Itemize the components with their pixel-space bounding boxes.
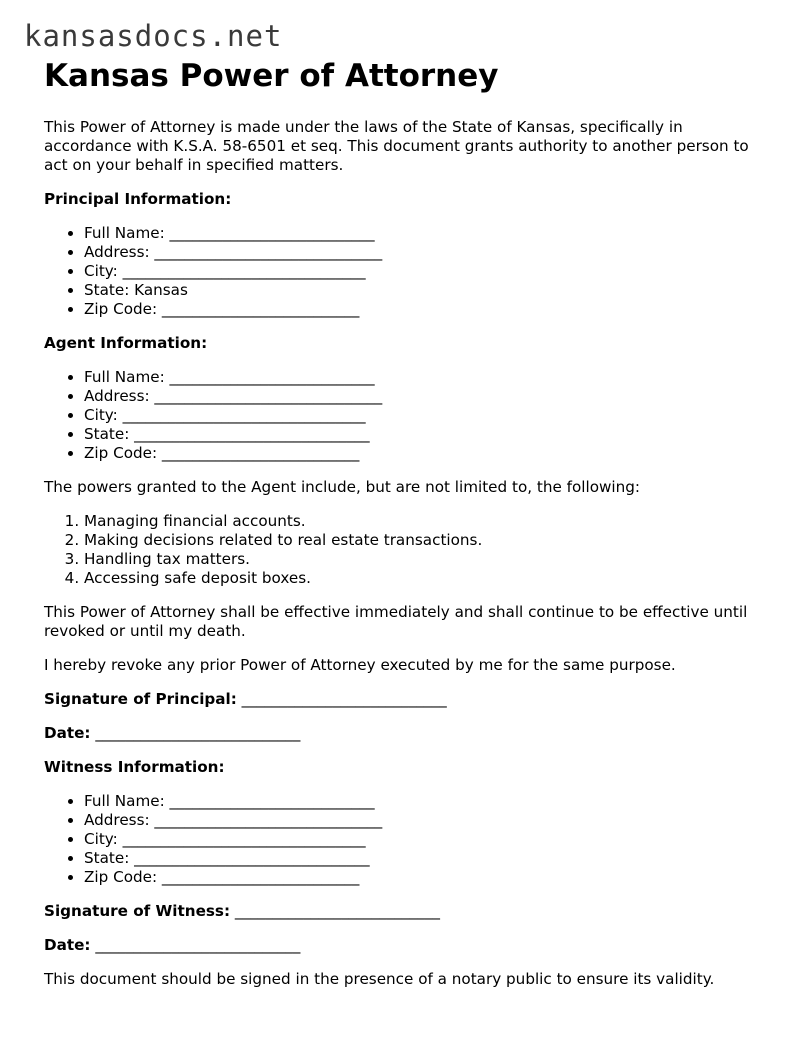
witness-signature-label: Signature of Witness: — [44, 902, 231, 920]
principal-signature-line — [44, 690, 774, 709]
agent-zip: • Zip Code: __________________________ — [84, 444, 774, 463]
agent-heading: Agent Information: — [44, 334, 208, 352]
principal-signature-label: Signature of Principal: — [44, 690, 237, 708]
power-item: 2. Making decisions related to real estate transactions. — [84, 531, 774, 550]
agent-full-name: • Full Name: ___________________________ — [84, 368, 774, 387]
principal-zip: • Zip Code: __________________________ — [84, 300, 774, 319]
principal-date-label: Date: — [44, 724, 91, 742]
witness-zip: • Zip Code: __________________________ — [84, 868, 774, 887]
principal-state: • State: Kansas — [84, 281, 774, 300]
document-body — [44, 56, 774, 1004]
site-watermark: kansasdocs.net — [24, 19, 283, 53]
witness-signature-blank: ___________________________ — [234, 902, 440, 920]
witness-address: • Address: ______________________________ — [84, 811, 774, 830]
principal-signature-blank: ___________________________ — [241, 690, 447, 708]
principal-date-blank: ___________________________ — [95, 724, 301, 742]
closing-paragraph: This document should be signed in the presence of a notary public to ensure its validity. — [44, 970, 715, 988]
revoke-paragraph: I hereby revoke any prior Power of Attorney executed by me for the same purpose. — [44, 656, 676, 674]
witness-signature-line — [44, 902, 774, 921]
principal-list — [44, 224, 774, 319]
document-title: Kansas Power of Attorney — [44, 58, 499, 94]
powers-intro: The powers granted to the Agent include, but are not limited to, the following: — [44, 478, 641, 496]
witness-date-blank: ___________________________ — [95, 936, 301, 954]
intro-paragraph: This Power of Attorney is made under the laws of the State of Kansas, specifically in accordance with K.S.A. 58-6501 et seq. This document grants authority to another person to act on your behalf in specified matters. — [44, 118, 749, 174]
principal-heading: Principal Information: — [44, 190, 232, 208]
witness-date-line — [44, 936, 774, 955]
principal-city: • City: ________________________________ — [84, 262, 774, 281]
power-item: 3. Handling tax matters. — [84, 550, 774, 569]
powers-list — [44, 512, 774, 588]
agent-city: • City: ________________________________ — [84, 406, 774, 425]
principal-address: • Address: ______________________________ — [84, 243, 774, 262]
agent-state: • State: _______________________________ — [84, 425, 774, 444]
agent-address: • Address: ______________________________ — [84, 387, 774, 406]
witness-list — [44, 792, 774, 887]
principal-date-line — [44, 724, 774, 743]
witness-heading: Witness Information: — [44, 758, 225, 776]
witness-state: • State: _______________________________ — [84, 849, 774, 868]
agent-list — [44, 368, 774, 463]
witness-full-name: • Full Name: ___________________________ — [84, 792, 774, 811]
witness-date-label: Date: — [44, 936, 91, 954]
power-item: 4. Accessing safe deposit boxes. — [84, 569, 774, 588]
power-item: 1. Managing financial accounts. — [84, 512, 774, 531]
effective-paragraph: This Power of Attorney shall be effective immediately and shall continue to be effective until revoked or until my death. — [44, 603, 748, 640]
principal-full-name: • Full Name: ___________________________ — [84, 224, 774, 243]
witness-city: • City: ________________________________ — [84, 830, 774, 849]
